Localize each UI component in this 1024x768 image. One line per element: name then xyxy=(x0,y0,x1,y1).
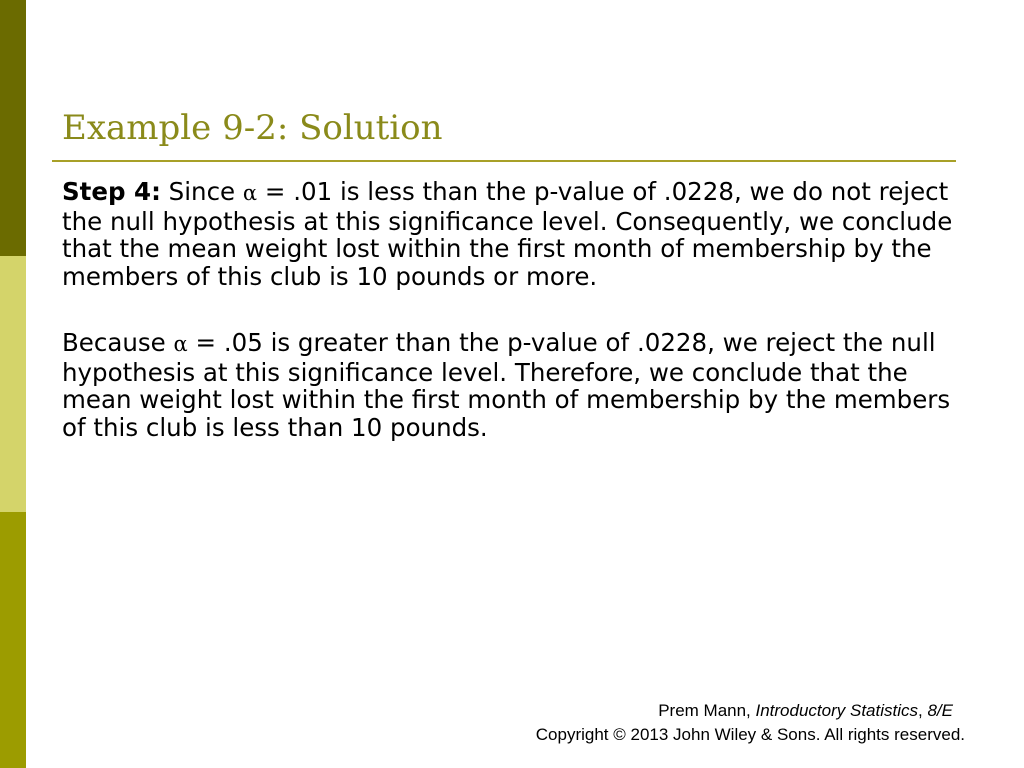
footer-author: Prem Mann, xyxy=(658,701,756,720)
alpha-symbol: α xyxy=(242,181,258,205)
alternative-text-start: Because xyxy=(62,328,174,357)
step-4-paragraph xyxy=(62,178,962,290)
alternative-paragraph xyxy=(62,329,962,441)
accent-bar-middle xyxy=(0,256,26,512)
accent-bar-top xyxy=(0,0,26,256)
footer-edition: 8/E xyxy=(927,701,953,720)
slide-title: Example 9-2: Solution xyxy=(62,108,443,148)
footer-book-title: Introductory Statistics xyxy=(755,701,919,720)
step-label: Step 4: xyxy=(62,177,161,206)
title-divider xyxy=(52,160,956,162)
slide-footer xyxy=(536,699,965,747)
footer-citation xyxy=(536,699,965,723)
footer-copyright: Copyright © 2013 John Wiley & Sons. All rights reserved. xyxy=(535,725,965,744)
footer-separator: , xyxy=(918,701,928,720)
step-4-text-rest: = .01 is less than the p-value of .0228, we do not reject the null hypothesis at this significance level. Consequently, we conclude that the mean weight lost within the first month of membership by the members of this club is 10 pounds or more. xyxy=(62,177,953,291)
alpha-symbol: α xyxy=(173,332,188,356)
slide-body xyxy=(62,178,962,441)
alternative-text-rest: = .05 is greater than the p-value of .0228, we reject the null hypothesis at this significance level. Therefore, we conclude that the mean weight lost within the first month of membership by the members of this club is less than 10 pounds. xyxy=(62,328,951,442)
step-4-text-start: Since xyxy=(160,177,243,206)
accent-bar-bottom xyxy=(0,512,26,768)
